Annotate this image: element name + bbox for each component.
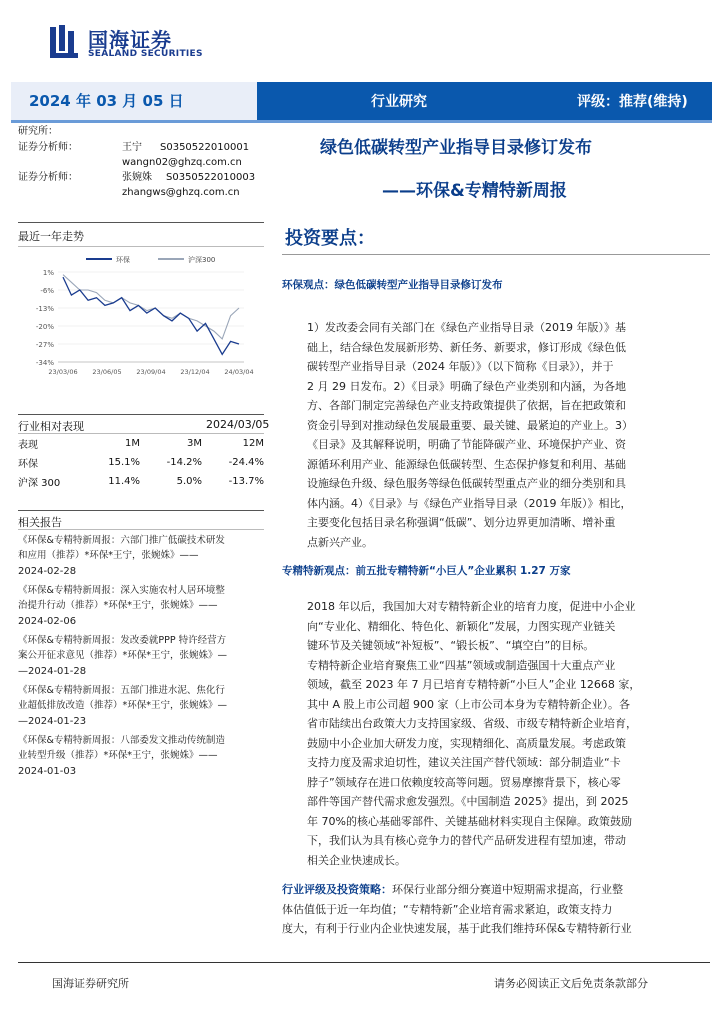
y-tick-label: -34%: [35, 359, 54, 367]
x-tick-label: 23/06/05: [92, 368, 122, 376]
table-cell: -24.4%: [228, 457, 264, 468]
paragraph-line: 省市陆续出台政策大力支持国家级、省级、市级专精特新企业培育，: [307, 717, 637, 730]
paragraph-line: 2018 年以后，我国加大对专精特新企业的培育力度，促进中小企业: [307, 600, 636, 613]
analyst-email-2[interactable]: zhangws@ghzq.com.cn: [122, 187, 240, 198]
paragraph-line: 资金引导到对推动绿色发展最重要、最关键、最紧迫的产业上。3）: [307, 418, 633, 432]
y-tick-label: -20%: [35, 323, 54, 331]
x-tick-label: 24/03/04: [224, 368, 254, 376]
series-line-env: [63, 277, 239, 354]
logo-mark: [50, 25, 78, 59]
paragraph-line: 碳转型产业指导目录（2024 年版）》（以下简称《目录》），并于: [307, 360, 614, 373]
list-item[interactable]: [18, 733, 268, 777]
rating-line: 度大，有利于行业内企业快速发展，基于此我们维持环保&专精特新行业: [282, 922, 632, 935]
rating-line: 体估值低于近一年均值；“专精特新”企业培育需求紧迫，政策支持力: [282, 902, 613, 916]
logo-text-cn: 国海证券: [88, 28, 172, 52]
paragraph-line: 领域，截至 2023 年 7 月已培育专精特新“小巨人”企业 12668 家，: [307, 678, 641, 691]
paragraph-line: 向“专业化、精细化、特色化、新颖化”发展，力图实现产业链关: [307, 619, 616, 633]
paragraph-line: 支持力度及需求迫切性，建议关注国产替代领域：部分制造业“卡: [307, 756, 621, 769]
paragraph-line: 相关企业快速成长。: [307, 853, 406, 867]
related-item-line: 业超低排放改造（推荐）*环保*王宁，张婉姝》—: [18, 700, 228, 711]
related-item-line: 和应用（推荐）*环保*王宁，张婉姝》——: [18, 550, 199, 561]
env-view-heading: [282, 277, 503, 292]
related-item-line: 《环保&专精特新周报：深入实施农村人居环境整: [18, 585, 225, 596]
divider: [18, 414, 264, 415]
related-item-line: 案公开征求意见（推荐）*环保*王宁，张婉姝》—: [18, 650, 228, 661]
x-tick-label: 23/03/06: [48, 368, 78, 376]
analyst-role-1: 证券分析师：: [18, 142, 78, 153]
related-item-line: 业转型升级（推荐）*环保*王宁，张婉姝》——: [18, 750, 218, 761]
analyst-cert-1: S0350522010001: [160, 142, 250, 153]
report-date: 2024 年 03 月 05 日: [29, 92, 184, 110]
paragraph-line: 2 月 29 日发布。2）《目录》明确了绿色产业类别和内涵，为各地: [307, 379, 626, 393]
divider: [18, 222, 264, 223]
related-item-date: —2024-01-28: [18, 666, 87, 677]
trend-chart: [18, 250, 268, 390]
header-banner: [11, 82, 712, 123]
related-item-line: 《环保&专精特新周报：六部门推广低碳技术研发: [18, 535, 225, 546]
analyst-cert-2: S0350522010003: [166, 172, 256, 183]
table-cell: 15.1%: [108, 457, 140, 468]
table-row: [18, 472, 264, 491]
table-cell: -14.2%: [166, 457, 202, 468]
performance-date: 2024/03/05: [206, 418, 270, 431]
chart-legend: [86, 255, 215, 264]
paragraph-line: 设施绿色升级、绿色服务等绿色低碳转型重点产业的细分类别和具: [307, 477, 626, 490]
paragraph-line: 键环节及关键领域“补短板”、“锻长板”、“填空白”的目标。: [307, 639, 595, 652]
paragraph-line: 础上，结合绿色发展新形势、新任务、新要求，修订形成《绿色低: [307, 340, 626, 354]
paragraph-line: 部件等国产替代需求愈发强烈。《中国制造 2025》提出，到 2025: [307, 795, 629, 808]
paragraph-line: 脖子”领域存在进口依赖度较高等问题。贸易摩擦背景下，核心零: [307, 775, 621, 789]
related-item-line: 《环保&专精特新周报：五部门推进水泥、焦化行: [18, 685, 225, 696]
table-cell: 5.0%: [176, 476, 202, 487]
legend-label: 沪深300: [188, 256, 216, 264]
rating-line: 环保行业部分细分赛道中短期需求提高，行业整: [392, 883, 623, 896]
paragraph-line: 《目录》及其解释说明，明确了节能降碳产业、环境保护产业、资: [307, 438, 626, 451]
performance-table: [18, 434, 264, 491]
y-tick-label: -13%: [35, 305, 54, 313]
report-title: 绿色低碳转型产业指导目录修订发布: [320, 138, 592, 158]
rating-paragraph: [282, 880, 693, 939]
y-tick-label: -27%: [35, 341, 54, 349]
series-line-hs300: [63, 275, 239, 339]
paragraph-line: 方、各部门制定完善绿色产业支持政策提供了依据，旨在把政策和: [307, 399, 626, 412]
list-item[interactable]: [18, 633, 268, 677]
table-header-cell: 3M: [187, 438, 202, 449]
related-item-line: 《环保&专精特新周报：八部委发文推动传统制造: [18, 735, 225, 746]
footer-right: 请务必阅读正文后免责条款部分: [494, 977, 648, 990]
analyst-org-label: 研究所：: [18, 126, 58, 137]
paragraph-line: 1）发改委会同有关部门在《绿色产业指导目录（2019 年版）》基: [307, 321, 626, 334]
x-tick-label: 23/12/04: [180, 368, 210, 376]
rating: 评级：推荐(维持): [577, 94, 688, 110]
paragraph-line: 源循环利用产业、能源绿色低碳转型、生态保护修复和利用、基础: [307, 457, 626, 471]
report-subtitle: ——环保&专精特新周报: [382, 181, 567, 201]
performance-heading: 行业相对表现: [18, 420, 84, 433]
trend-heading: 最近一年走势: [18, 230, 84, 243]
list-item[interactable]: [18, 683, 268, 727]
related-item-date: 2024-01-03: [18, 766, 77, 777]
divider: [18, 529, 264, 530]
list-item[interactable]: [18, 583, 268, 627]
divider: [282, 254, 710, 255]
related-item-date: —2024-01-23: [18, 716, 87, 727]
paragraph-line: 下，我们认为具有核心竞争力的替代产品研发进程有望加速，带动: [307, 834, 626, 847]
logo-text-en: SEALAND SECURITIES: [88, 49, 203, 59]
env-view-label: 环保观点：: [282, 279, 335, 291]
related-item-line: 治提升行动（推荐）*环保*王宁，张婉姝》——: [18, 600, 218, 611]
table-cell: -13.7%: [228, 476, 264, 487]
sme-view-title: 前五批专精特新“小巨人”企业累积 1.27 万家: [355, 565, 571, 577]
paragraph-line: 专精特新企业培育聚焦工业“四基”领域或制造强国十大重点产业: [307, 658, 616, 672]
paragraph-line: 主要变化包括目录名称强调“低碳”、划分边界更加清晰、增补重: [307, 516, 616, 529]
investment-heading: 投资要点：: [285, 228, 375, 249]
rating-label: 行业评级及投资策略：: [282, 883, 392, 896]
footer-left: 国海证券研究所: [52, 977, 129, 990]
footer-divider: [18, 962, 710, 963]
report-type: 行业研究: [371, 94, 427, 110]
table-cell: 11.4%: [108, 476, 140, 487]
related-list: [18, 533, 268, 777]
divider: [18, 510, 264, 511]
paragraph-line: 年 70%的核心基础零部件、关键基础材料实现自主保障。政策鼓励: [307, 814, 632, 828]
related-item-date: 2024-02-06: [18, 616, 77, 627]
sme-paragraph: [307, 597, 693, 870]
table-cell: 环保: [18, 459, 38, 470]
legend-label: 环保: [116, 256, 130, 264]
sme-view-label: 专精特新观点：: [282, 565, 356, 577]
related-item-line: 《环保&专精特新周报：发改委就PPP 特许经营方: [18, 635, 227, 646]
paragraph-line: 点新兴产业。: [307, 535, 373, 549]
list-item[interactable]: [18, 533, 268, 577]
paragraph-line: 其中 A 股上市公司超 900 家（上市公司本身为专精特新企业）。各: [307, 697, 631, 711]
analyst-name-2: 张婉姝: [122, 172, 152, 183]
table-header-cell: 12M: [242, 438, 264, 449]
table-header-cell: 1M: [125, 438, 140, 449]
related-item-date: 2024-02-28: [18, 566, 77, 577]
env-view-title: 绿色低碳转型产业指导目录修订发布: [334, 279, 503, 291]
env-paragraph: [307, 318, 693, 552]
table-header-row: [18, 434, 264, 453]
table-header-cell: 表现: [18, 440, 38, 451]
y-tick-label: -6%: [40, 287, 54, 295]
table-cell: 沪深 300: [18, 478, 61, 489]
analyst-email-1[interactable]: wangn02@ghzq.com.cn: [122, 157, 242, 168]
x-tick-label: 23/09/04: [136, 368, 166, 376]
analyst-name-1: 王宁: [122, 142, 142, 153]
paragraph-line: 体内涵。4）《目录》与《绿色产业指导目录（2019 年版）》相比，: [307, 496, 632, 510]
sme-view-heading: [282, 563, 571, 578]
y-tick-label: 1%: [42, 269, 54, 277]
paragraph-line: 鼓励中小企业加大研发力度，实现精细化、高质量发展。考虑政策: [307, 736, 626, 750]
related-heading: 相关报告: [18, 516, 62, 529]
analyst-role-2: 证券分析师：: [18, 172, 78, 183]
table-row: [18, 453, 264, 472]
divider: [18, 246, 264, 247]
